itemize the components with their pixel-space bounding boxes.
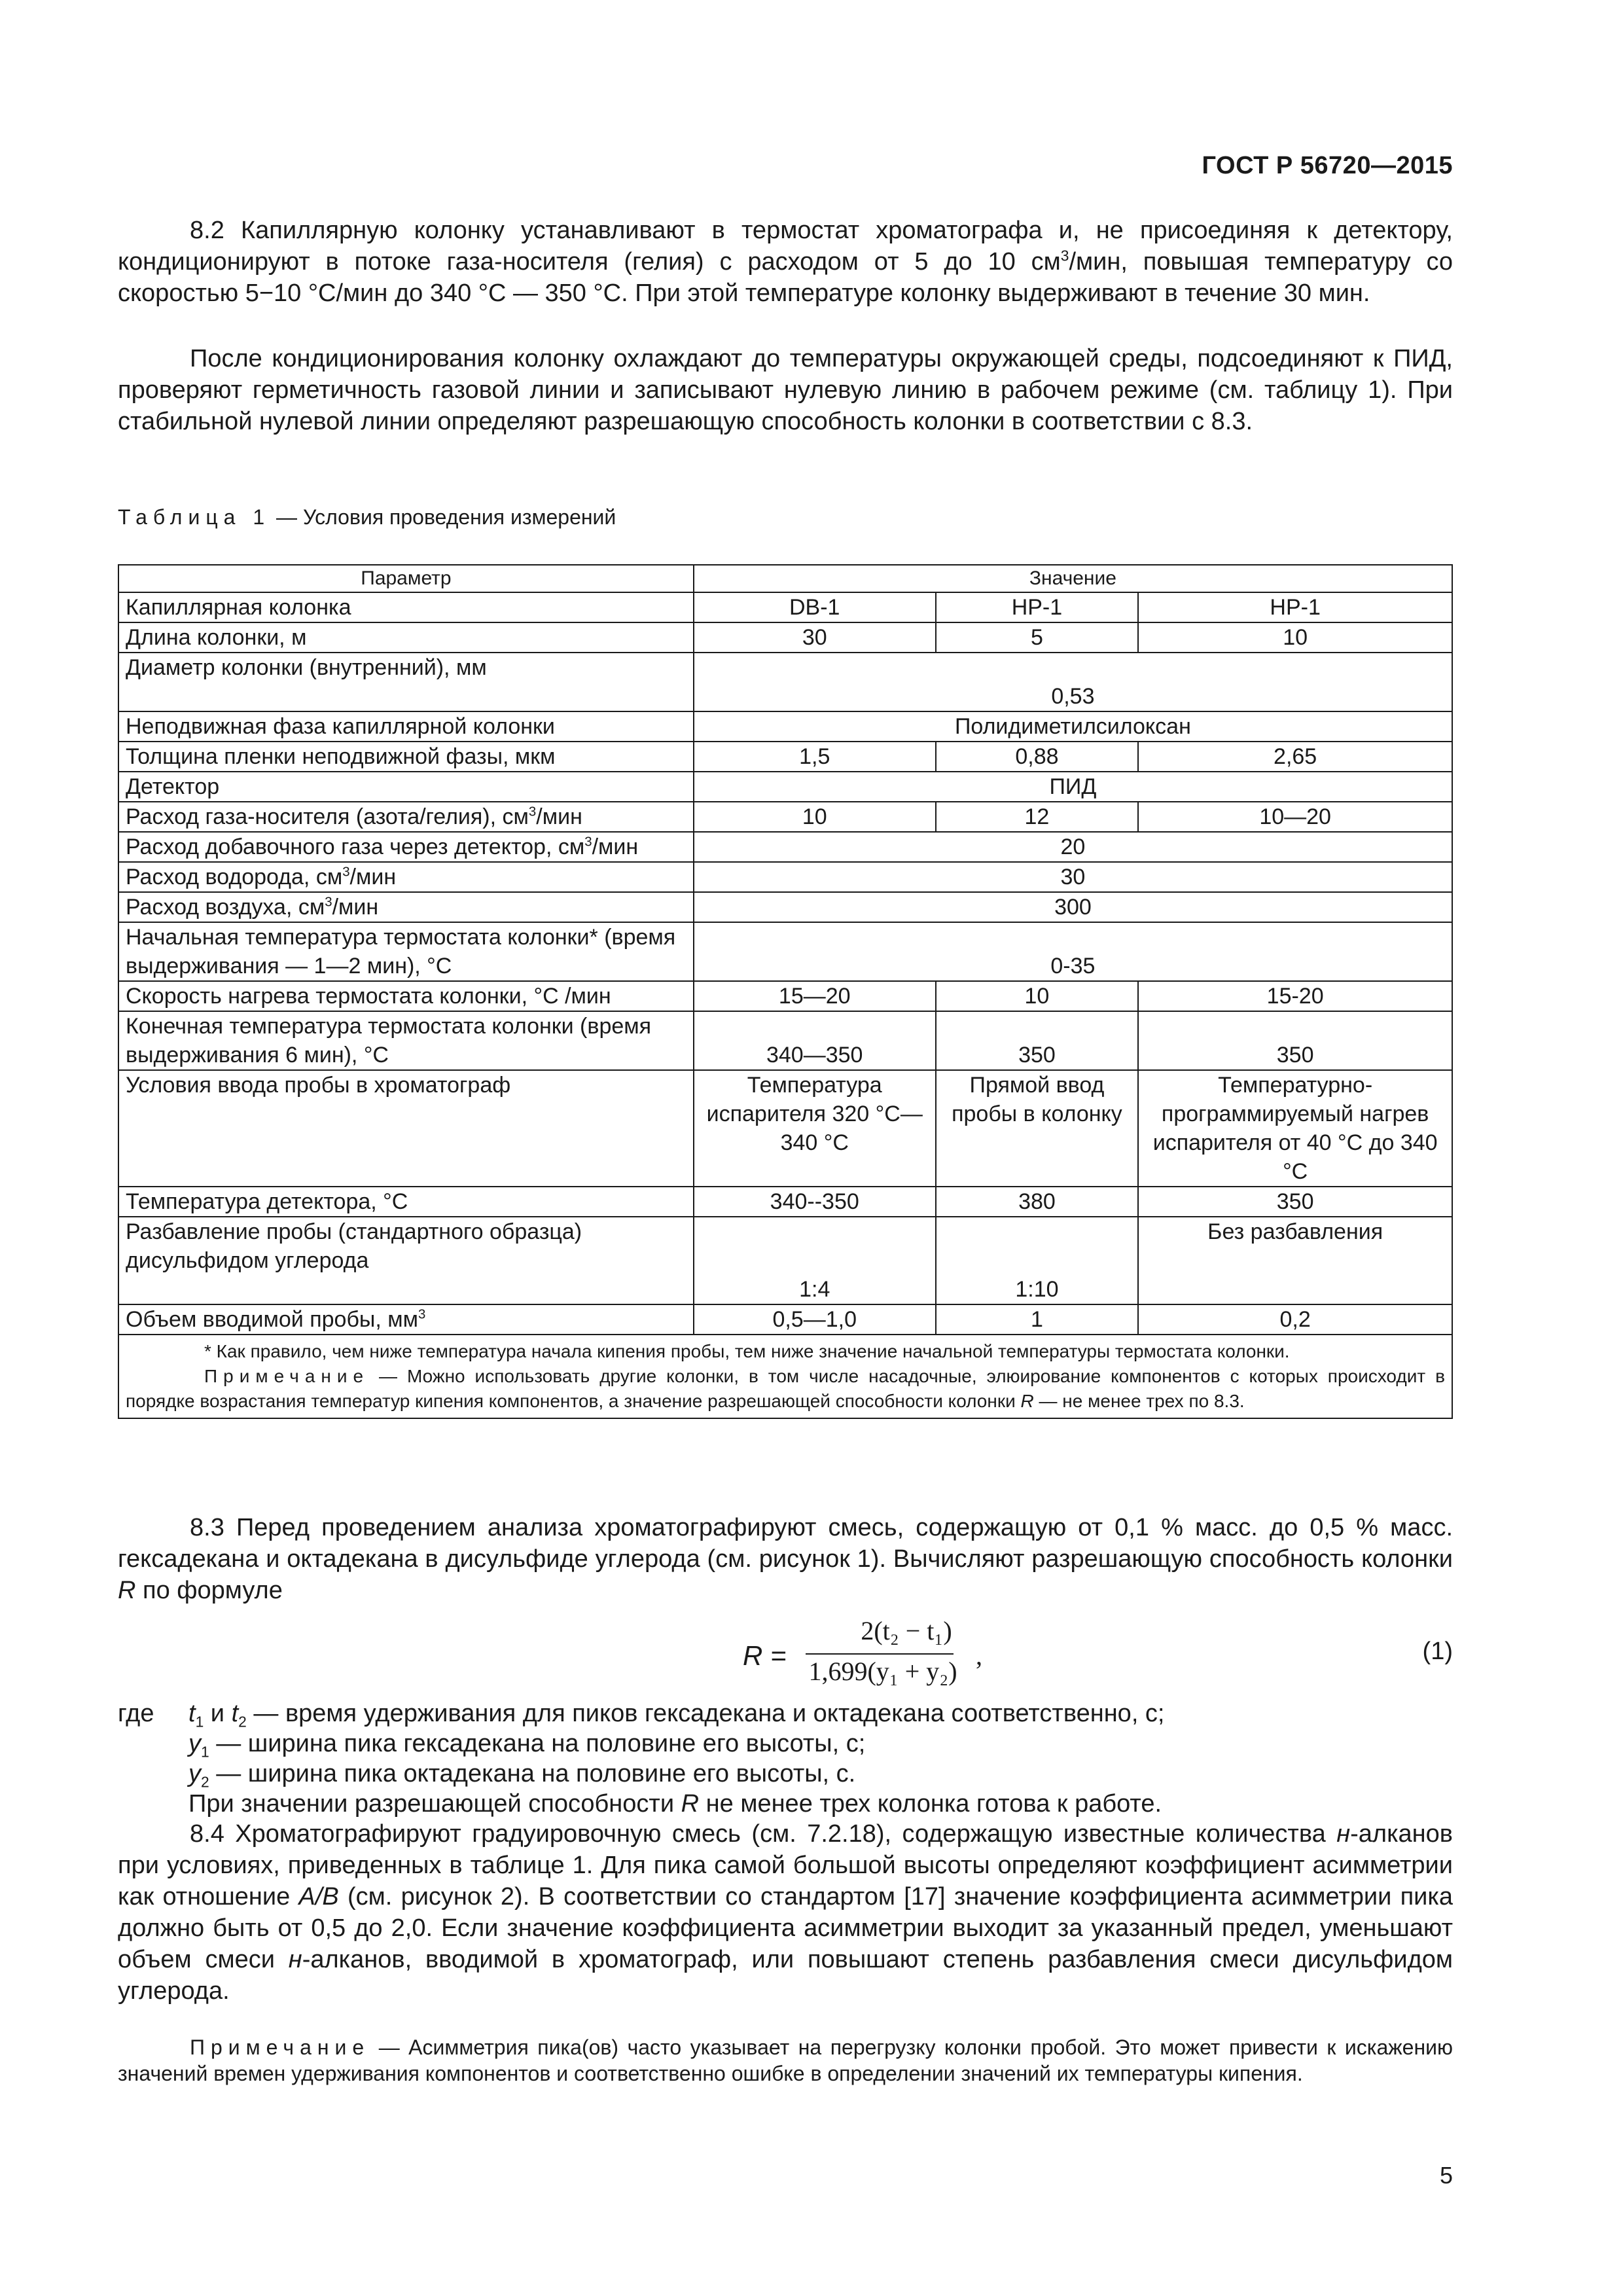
resolution-formula: R = 2(t₂ − t₁) 1,699(y₁ + y₂) , [743, 1615, 1018, 1694]
where-y2: $y_2$ — ширина пика октадекана на половине его высоты, с. [188, 1760, 856, 1791]
formula-lhs: R = [743, 1640, 787, 1671]
table-row: Диаметр колонки (внутренний), мм 0,53 [118, 653, 1452, 711]
formula-numerator: 2(t₂ − t₁) [861, 1616, 952, 1645]
header-param: Параметр [118, 565, 694, 592]
table-footnote: * Как правило, чем ниже температура начала кипения пробы, тем ниже значение начальной температуры термостата колонки. [204, 1341, 1290, 1361]
paragraph-8-2: 8.2 Капиллярную колонку устанавливают в термостат хроматографа и, не присоединяя к детектору, кондиционируют в потоке газа-носителя (гелия) с расходом от 5 до 10 $см^3$/мин, повышая температуру со скоростью 5−10 °С/мин до 340 °С — 350 °С. При этой температуре колонку выдерживают в течение 30 мин. [118, 217, 1454, 307]
table-row: Детектор ПИД [118, 772, 1452, 802]
table-row: Скорость нагрева термостата колонки, °С /мин 15—20 10 15-20 [118, 981, 1452, 1011]
paragraph-8-4: 8.4 Хроматографируют градуировочную смесь (см. 7.2.18), содержащую известные количества н-алканов при условиях, приведенных в таблице 1. Для пика самой большой высоты определяют коэффициент асимметрии как отношение A/B (см. рисунок 2). В соответствии со стандартом [17] значение коэффициента асимметрии пика должно быть от 0,5 до 2,0. Если значение коэффициента асимметрии выходит за указанный предел, уменьшают объем смеси н-алканов, вводимой в хроматограф, или повышают степень разбавления смеси дисульфидом углерода. [118, 1820, 1454, 2005]
resolution-condition: При значении разрешающей способности R не менее трех колонка готова к работе. [188, 1790, 1162, 1818]
table-row: Расход газа-носителя (азота/гелия), $см^3$/мин 10 12 10—20 [118, 802, 1452, 832]
table-row: Расход добавочного газа через детектор, $см^3$/мин 20 [118, 832, 1452, 862]
table-row: Условия ввода пробы в хроматограф Температура испарителя 320 °С—340 °С Прямой ввод пробы в колонку Температурно-программируемый нагрев испарителя от 40 °С до 340 °С [118, 1070, 1452, 1187]
table-row: Расход воздуха, $см^3$/мин 300 [118, 892, 1452, 922]
table-row: Объем вводимой пробы, $мм^3$ 0,5—1,0 1 0,2 [118, 1304, 1452, 1335]
paragraph-8-3: 8.3 Перед проведением анализа хроматографируют смесь, содержащую от 0,1 % масс. до 0,5 % масс. гексадекана и октадекана в дисульфиде углерода (см. рисунок 1). Вычисляют разрешающую способность колонки R по формуле [118, 1514, 1453, 1604]
equation-number: (1) [1422, 1638, 1453, 1665]
table-row: Длина колонки, м 30 5 10 [118, 622, 1452, 653]
table-row: Конечная температура термостата колонки (время выдерживания 6 мин), °С 340—350 350 350 [118, 1011, 1452, 1070]
document-code: ГОСТ Р 56720—2015 [1202, 152, 1453, 179]
conditions-table [118, 564, 1453, 1419]
document-page: ГОСТ Р 56720—2015 8.2 Капиллярную колонку устанавливают в термостат хроматографа и, не присоединяя к детектору, кондиционируют в потоке газа-носителя (гелия) с расходом от 5 до 10 $см^3$/мин, повышая температуру со скоростью 5−10 °С/мин до 340 °С — 350 °С. При этой температуре колонку выдерживают в течение 30 мин. После кондиционирования колонку охлаждают до температуры окружающей среды, подсоединяют к ПИД, проверяют герметичность газовой линии и записывают нулевую линию в рабочем режиме (см. таблицу 1). При стабильной нулевой линии определяют разрешающую способность колонки в соответствии с 8.3. Таблица 1 — Условия проведения измерений Параметр Значение Капиллярная колонка DB-1 HP-1 HP-1 Длина колонки, м 30 5 10 Диаметр колонки (внутренний), мм 0,53 Неподвижная фаза капиллярной колонки Полидиметилсилоксан Толщина пленки неподвижной фазы, мкм 1,5 0,88 2,65 Детектор ПИД Расход газа-носителя (азота/гелия), $см^3$/мин 10 12 10—20 Расход добавочного газа через детектор, $см^3$/мин 20 Расход водорода, $см^3$/мин 30 Расход воздуха, $см^3$/мин 300 Начальная температура термостата колонки* (время выдерживания — 1—2 мин), °С 0-35 Скорость нагрева термостата колонки, °С /мин 15—20 10 15-20 Конечная температура термостата колонки (время выдерживания 6 мин), °С 340—350 350 350 Условия ввода пробы в хроматограф Температура испарителя 320 °С—340 °С Прямой ввод пробы в колонку Температурно-программируемый нагрев испарителя от 40 °С до 340 °С Температура детектора, °С 340--350 380 350 Разбавление пробы (стандартного образца) дисульфидом углерода 1:4 1:10 Без разбавления Объем вводимой пробы, $мм^3$ 0,5—1,0 1 0,2 * Как правило, чем ниже температура начала кипения пробы, тем ниже значение начальной температуры термостата колонки. Примечание — Можно использовать другие колонки, в том числе насадочные, элюирование компонентов с которых происходит в порядке возрастания температур кипения компонентов, а значение разрешающей способности колонки R — не менее трех по 8.3. 8.3 Перед проведением анализа хроматографируют смесь, содержащую от 0,1 % масс. до 0,5 % масс. гексадекана и октадекана в дисульфиде углерода (см. рисунок 1). Вычисляют разрешающую способность колонки R по формуле R = 2(t₂ − t₁) 1,699(y₁ + y₂) , (1) где $t_1$ и $t_2$ — время удерживания для пиков гексадекана и октадекана соответственно, с; $y_1$ — ширина пика гексадекана на половине его высоты, с; $y_2$ — ширина пика октадекана на половине его высоты, с. При значении разрешающей способности R не менее трех колонка готова к работе. 8.4 Хроматографируют градуировочную смесь (см. 7.2.18), содержащую известные количества н-алканов при условиях, приведенных в таблице 1. Для пика самой большой высоты определяют коэффициент асимметрии как отношение A/B (см. рисунок 2). В соответствии со стандартом [17] значение коэффициента асимметрии пика должно быть от 0,5 до 2,0. Если значение коэффициента асимметрии выходит за указанный предел, уменьшают объем смеси н-алканов, вводимой в хроматограф, или повышают степень разбавления смеси дисульфидом углерода. Примечание — Асимметрия пика(ов) часто указывает на перегрузку колонки пробой. Это может привести к искажению значений времен удерживания компонентов и соответственно ошибке в определении значений их температуры кипения. 5 [118, 152, 1454, 2189]
table-note: Примечание — Можно использовать другие колонки, в том числе насадочные, элюирование компонентов с которых происходит в порядке возрастания температур кипения компонентов, а значение разрешающей способности колонки R — не менее трех по 8.3. [126, 1366, 1445, 1411]
table-footnote-row [118, 1335, 1452, 1418]
table-caption: Таблица 1 — Условия проведения измерений [118, 505, 616, 529]
table-row: Температура детектора, °С 340--350 380 350 [118, 1187, 1452, 1217]
table-row: Неподвижная фаза капиллярной колонки Полидиметилсилоксан [118, 711, 1452, 742]
table-row: Капиллярная колонка DB-1 HP-1 HP-1 [118, 592, 1452, 622]
where-t: $t_1$ и $t_2$ — время удерживания для пиков гексадекана и октадекана соответственно, с; [188, 1700, 1165, 1731]
fraction-bar [806, 1653, 954, 1655]
table-row: Толщина пленки неподвижной фазы, мкм 1,5 0,88 2,65 [118, 742, 1452, 772]
formula-denominator: 1,699(y₁ + y₂) [808, 1657, 957, 1686]
paragraph-conditioning: После кондиционирования колонку охлаждают до температуры окружающей среды, подсоединяют к ПИД, проверяют герметичность газовой линии и записывают нулевую линию в рабочем режиме (см. таблицу 1). При стабильной нулевой линии определяют разрешающую способность колонки в соответствии с 8.3. [118, 345, 1453, 435]
table-row: Расход водорода, $см^3$/мин 30 [118, 862, 1452, 892]
table-row: Начальная температура термостата колонки* (время выдерживания — 1—2 мин), °С 0-35 [118, 922, 1452, 981]
header-value: Значение [694, 565, 1452, 592]
note-asymmetry: Примечание — Асимметрия пика(ов) часто указывает на перегрузку колонки пробой. Это может привести к искажению значений времен удерживания компонентов и соответственно ошибке в определении значений их температуры кипения. [118, 2036, 1453, 2085]
where-y1: $y_1$ — ширина пика гексадекана на половине его высоты, с; [188, 1730, 866, 1761]
page-number: 5 [1439, 2162, 1453, 2189]
table-header-row [118, 565, 1452, 592]
table-row: Разбавление пробы (стандартного образца) дисульфидом углерода 1:4 1:10 Без разбавления [118, 1217, 1452, 1304]
